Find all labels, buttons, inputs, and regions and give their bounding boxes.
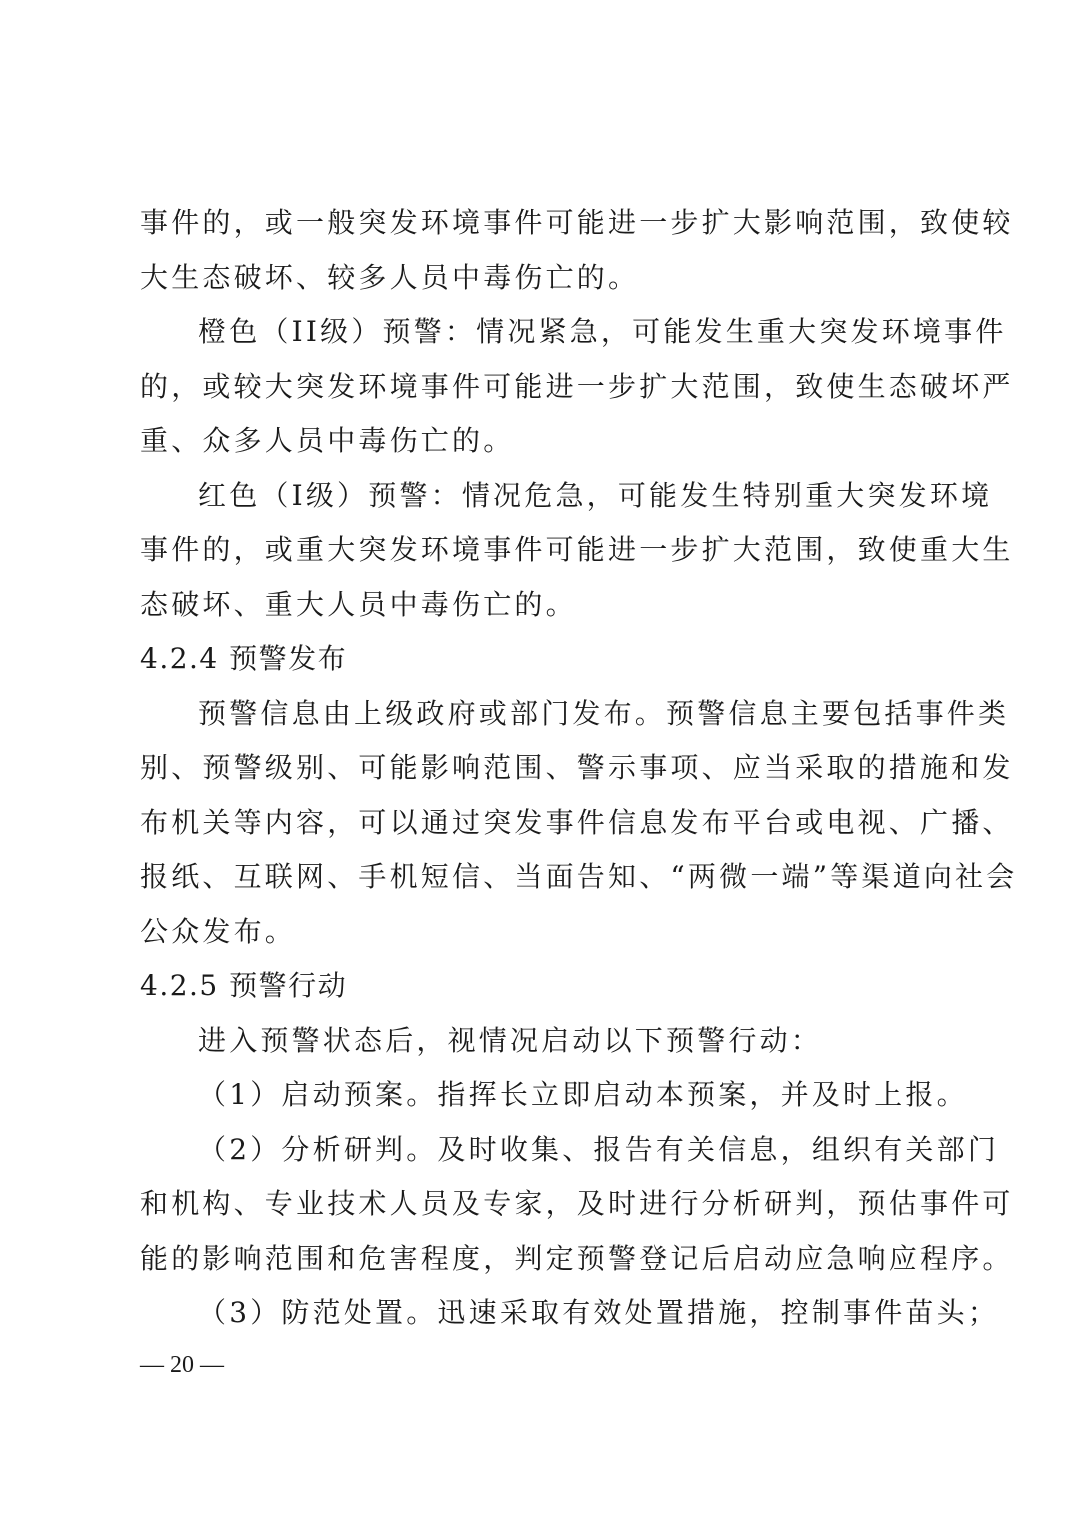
text-line: 事件的，或一般突发环境事件可能进一步扩大影响范围，致使较 bbox=[140, 206, 1014, 239]
text-line: 态破坏、重大人员中毒伤亡的。 bbox=[140, 587, 577, 621]
text-line: 红色（I级）预警：情况危急，可能发生特别重大突发环境 bbox=[198, 478, 993, 512]
text-line: 橙色（II级）预警：情况紧急，可能发生重大突发环境事件 bbox=[198, 315, 1007, 348]
text-line: 布机关等内容，可以通过突发事件信息发布平台或电视、广播、 bbox=[140, 805, 1014, 839]
body-text bbox=[140, 196, 1018, 1341]
text-line: 进入预警状态后，视情况启动以下预警行动： bbox=[198, 1023, 823, 1057]
text-line: 能的影响范围和危害程度，判定预警登记后启动应急响应程序。 bbox=[140, 1241, 1014, 1275]
text-line: 预警信息由上级政府或部门发布。预警信息主要包括事件类 bbox=[198, 696, 1010, 730]
text-line: 事件的，或重大突发环境事件可能进一步扩大范围，致使重大生 bbox=[140, 533, 1014, 566]
text-line: 和机构、专业技术人员及专家，及时进行分析研判，预估事件可 bbox=[140, 1187, 1014, 1220]
text-line: 别、预警级别、可能影响范围、警示事项、应当采取的措施和发 bbox=[140, 751, 1014, 784]
text-line: 大生态破坏、较多人员中毒伤亡的。 bbox=[140, 260, 640, 294]
text-line: 重、众多人员中毒伤亡的。 bbox=[140, 424, 515, 457]
page-number: — 20 — bbox=[140, 1352, 224, 1378]
text-line: （3）防范处置。迅速采取有效处置措施，控制事件苗头； bbox=[198, 1296, 1000, 1329]
text-line: （2）分析研判。及时收集、报告有关信息，组织有关部门 bbox=[198, 1132, 1000, 1166]
text-line: 的，或较大突发环境事件可能进一步扩大范围，致使生态破坏严 bbox=[140, 369, 1014, 403]
section-heading: 4.2.4 预警发布 bbox=[140, 642, 348, 675]
text-line: （1）启动预案。指挥长立即启动本预案，并及时上报。 bbox=[198, 1078, 968, 1111]
section-heading: 4.2.5 预警行动 bbox=[140, 969, 348, 1002]
text-line: 公众发布。 bbox=[140, 914, 297, 948]
text-line: 报纸、互联网、手机短信、当面告知、“两微一端”等渠道向社会 bbox=[140, 860, 1018, 893]
